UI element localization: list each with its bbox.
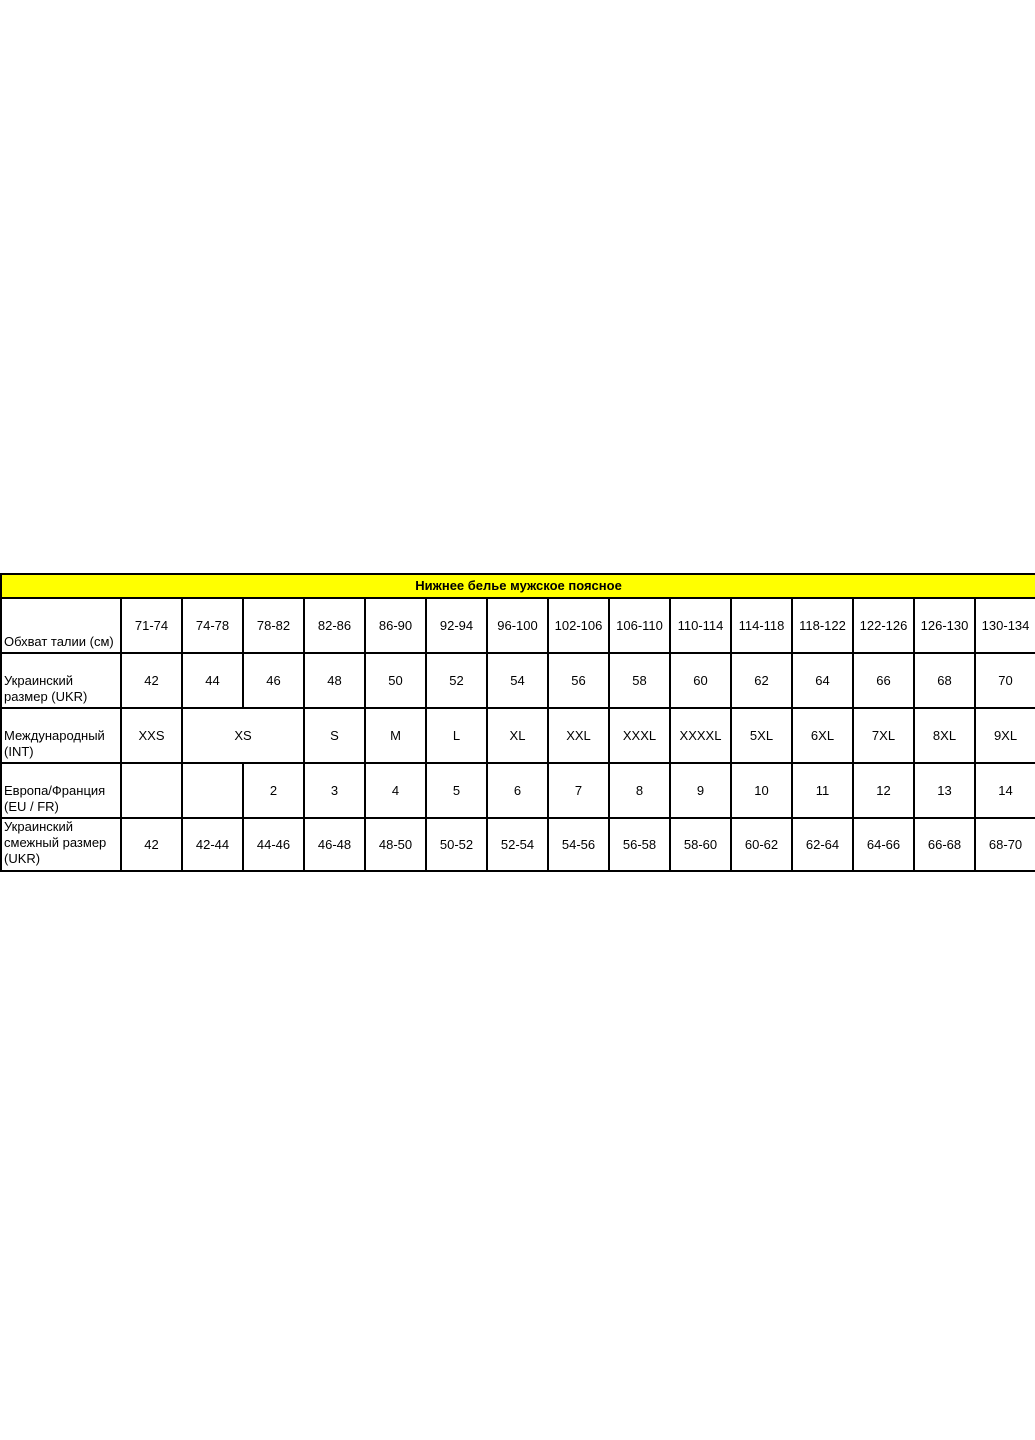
table-cell: 64-66 bbox=[853, 818, 914, 871]
row-label-waist: Обхват талии (см) bbox=[1, 598, 121, 653]
table-cell: 62 bbox=[731, 653, 792, 708]
table-cell: 64 bbox=[792, 653, 853, 708]
table-cell: 14 bbox=[975, 763, 1035, 818]
table-row-eu-fr-size bbox=[1, 763, 1035, 818]
row-label-ukr-adjacent-size: Украинский смежный размер (UKR) bbox=[1, 818, 121, 871]
table-cell: 11 bbox=[792, 763, 853, 818]
table-cell: 60 bbox=[670, 653, 731, 708]
table-cell: 6XL bbox=[792, 708, 853, 763]
table-cell: 42-44 bbox=[182, 818, 243, 871]
table-cell: M bbox=[365, 708, 426, 763]
table-cell bbox=[182, 763, 243, 818]
size-chart-table bbox=[0, 573, 1035, 872]
title-row bbox=[1, 574, 1035, 598]
table-cell: XXL bbox=[548, 708, 609, 763]
table-cell: 62-64 bbox=[792, 818, 853, 871]
table-title: Нижнее белье мужское поясное bbox=[1, 574, 1035, 598]
table-row-ukr-size bbox=[1, 653, 1035, 708]
table-cell: 9XL bbox=[975, 708, 1035, 763]
table-cell: 52 bbox=[426, 653, 487, 708]
table-cell: 82-86 bbox=[304, 598, 365, 653]
table-cell: XS bbox=[182, 708, 304, 763]
table-cell: 6 bbox=[487, 763, 548, 818]
table-cell: 92-94 bbox=[426, 598, 487, 653]
table-cell: 5XL bbox=[731, 708, 792, 763]
table-row-int-size bbox=[1, 708, 1035, 763]
table-cell: 122-126 bbox=[853, 598, 914, 653]
table-cell: 56-58 bbox=[609, 818, 670, 871]
table-cell: XXXXL bbox=[670, 708, 731, 763]
table-cell: 46-48 bbox=[304, 818, 365, 871]
table-cell: 50 bbox=[365, 653, 426, 708]
table-row-ukr-adjacent-size bbox=[1, 818, 1035, 871]
table-cell: 42 bbox=[121, 653, 182, 708]
table-cell: 9 bbox=[670, 763, 731, 818]
table-cell: 68-70 bbox=[975, 818, 1035, 871]
table-cell: 42 bbox=[121, 818, 182, 871]
table-cell: 13 bbox=[914, 763, 975, 818]
table-cell: 66-68 bbox=[914, 818, 975, 871]
table-cell: 106-110 bbox=[609, 598, 670, 653]
table-cell: 50-52 bbox=[426, 818, 487, 871]
table-cell: 78-82 bbox=[243, 598, 304, 653]
table-cell: 130-134 bbox=[975, 598, 1035, 653]
table-cell: 114-118 bbox=[731, 598, 792, 653]
table-cell: 4 bbox=[365, 763, 426, 818]
table-cell: 48 bbox=[304, 653, 365, 708]
table-cell: 96-100 bbox=[487, 598, 548, 653]
table-cell: 66 bbox=[853, 653, 914, 708]
row-label-int-size: Международный (INT) bbox=[1, 708, 121, 763]
table-cell: 8 bbox=[609, 763, 670, 818]
table-cell: S bbox=[304, 708, 365, 763]
table-row-waist bbox=[1, 598, 1035, 653]
table-cell: 48-50 bbox=[365, 818, 426, 871]
table-cell: 110-114 bbox=[670, 598, 731, 653]
table-cell: 86-90 bbox=[365, 598, 426, 653]
table-cell: 74-78 bbox=[182, 598, 243, 653]
table-cell: 7XL bbox=[853, 708, 914, 763]
row-label-eu-fr-size: Европа/Франция (EU / FR) bbox=[1, 763, 121, 818]
table-cell: 126-130 bbox=[914, 598, 975, 653]
table-cell: 44-46 bbox=[243, 818, 304, 871]
table-cell: XXXL bbox=[609, 708, 670, 763]
table-cell: 3 bbox=[304, 763, 365, 818]
table-cell: 7 bbox=[548, 763, 609, 818]
table-cell: L bbox=[426, 708, 487, 763]
table-cell: 58 bbox=[609, 653, 670, 708]
table-cell: 70 bbox=[975, 653, 1035, 708]
table-cell bbox=[121, 763, 182, 818]
table-cell: 8XL bbox=[914, 708, 975, 763]
table-cell: 68 bbox=[914, 653, 975, 708]
row-label-ukr-size: Украинский размер (UKR) bbox=[1, 653, 121, 708]
table-cell: XL bbox=[487, 708, 548, 763]
table-cell: 10 bbox=[731, 763, 792, 818]
table-cell: 46 bbox=[243, 653, 304, 708]
table-cell: 12 bbox=[853, 763, 914, 818]
table-cell: 44 bbox=[182, 653, 243, 708]
table-cell: 58-60 bbox=[670, 818, 731, 871]
table-cell: 71-74 bbox=[121, 598, 182, 653]
table-cell: 54-56 bbox=[548, 818, 609, 871]
table-cell: 102-106 bbox=[548, 598, 609, 653]
table-cell: XXS bbox=[121, 708, 182, 763]
table-cell: 54 bbox=[487, 653, 548, 708]
table-cell: 60-62 bbox=[731, 818, 792, 871]
table-cell: 2 bbox=[243, 763, 304, 818]
table-cell: 5 bbox=[426, 763, 487, 818]
table-cell: 118-122 bbox=[792, 598, 853, 653]
table-cell: 56 bbox=[548, 653, 609, 708]
table-cell: 52-54 bbox=[487, 818, 548, 871]
